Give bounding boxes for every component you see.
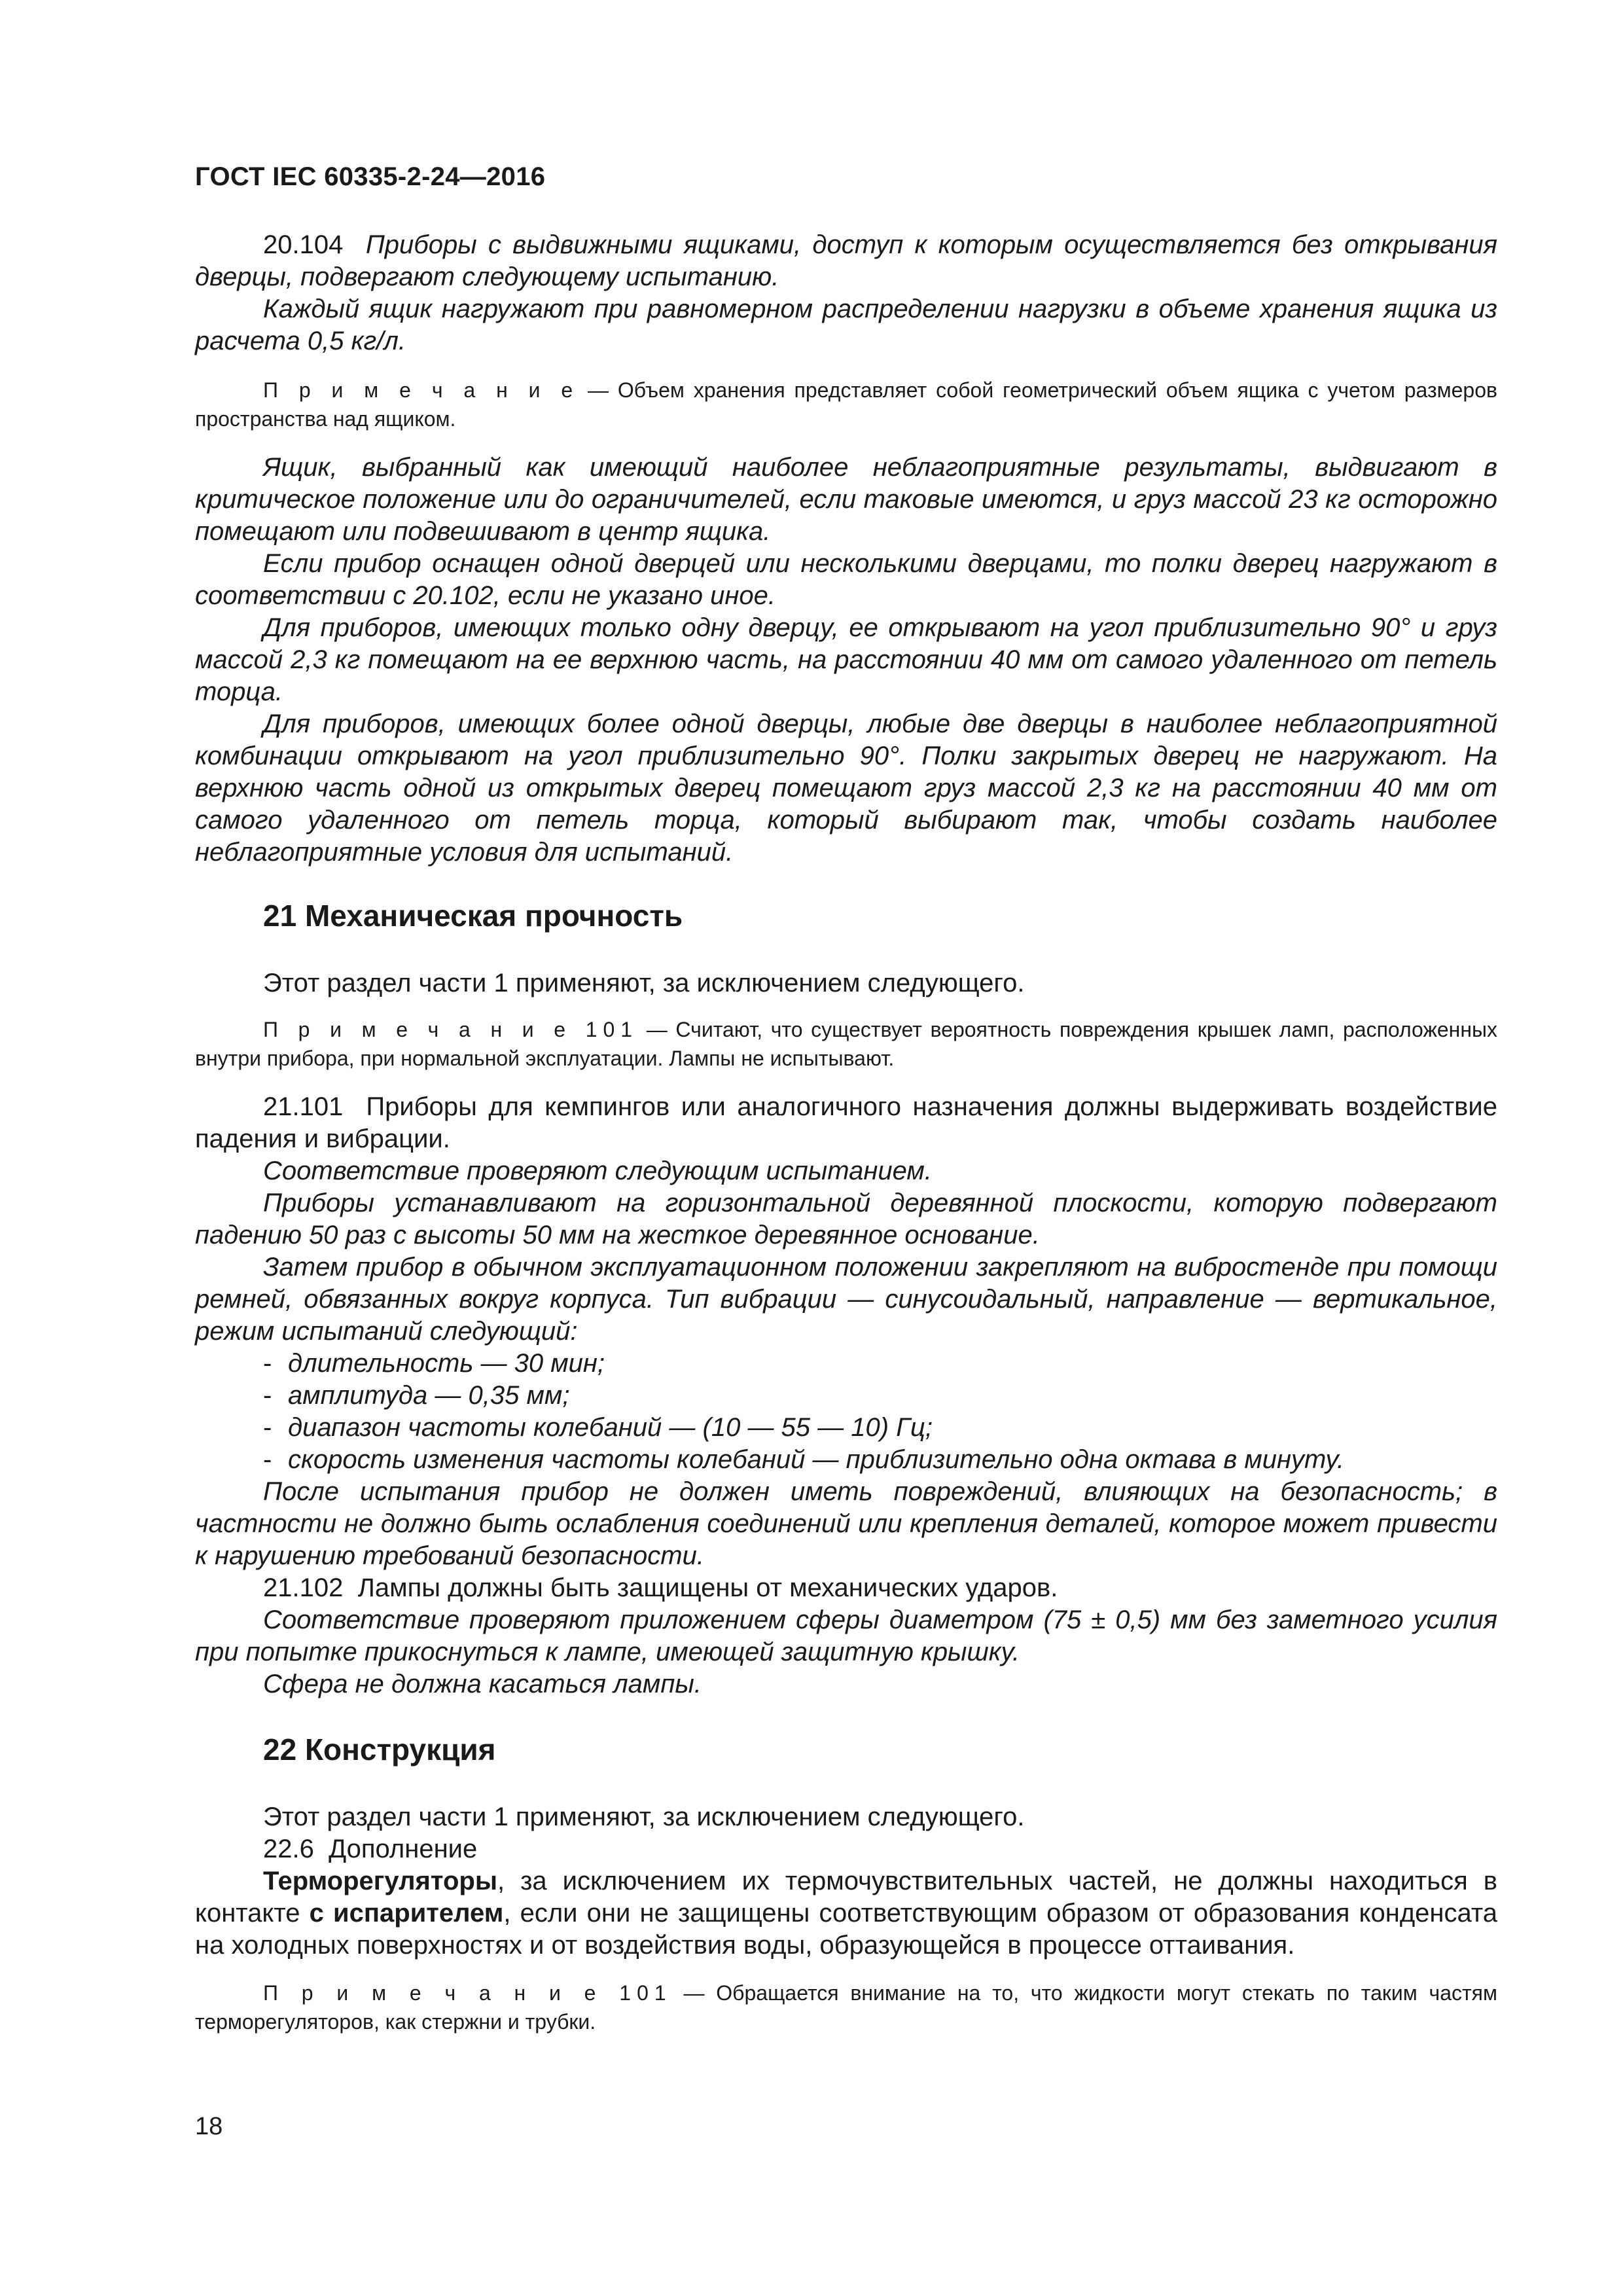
paragraph: Каждый ящик нагружают при равномерном распределении нагрузки в объеме хранения ящика из расчета 0,5 кг/л. xyxy=(195,295,1497,355)
paragraph: Ящик, выбранный как имеющий наиболее неблагоприятные результаты, выдвигают в критическое положение или до ограничителей, если таковые имеются, и груз массой 23 кг осторожно помещают или подвешивают в центр ящика. xyxy=(195,453,1497,546)
section-20-104 xyxy=(195,229,1497,869)
section-22-body xyxy=(195,1801,1497,2036)
list-dash: - xyxy=(263,1381,272,1410)
standard-header: ГОСТ IEC 60335-2-24—2016 xyxy=(195,162,546,191)
paragraph: Для приборов, имеющих более одной дверцы, любые две дверцы в наиболее неблагоприятной комбинации открывают на угол приблизительно 90°. Полки закрытых дверец не нагружают. На верхнюю часть одной из открытых дверец помещают груз массой 2,3 кг на расстоянии 40 мм от самого удаленного от петель торца, который выбирают так, чтобы создать наиболее неблагоприятные условия для испытаний. xyxy=(195,709,1497,867)
note-label: П р и м е ч а н и е 101 xyxy=(263,1981,672,2005)
list-dash: - xyxy=(263,1349,272,1378)
section-intro: Этот раздел части 1 применяют, за исключением следующего. xyxy=(263,969,1025,997)
note xyxy=(195,1979,1497,2036)
clause-number: 22.6 xyxy=(263,1835,314,1863)
paragraph-21-101 xyxy=(195,1091,1497,1155)
note-text: — Объем хранения представляет собой геометрический объем ящика с учетом размеров пространства над ящиком. xyxy=(195,378,1497,431)
section-heading: 21 Механическая прочность xyxy=(263,899,683,933)
section-intro: Этот раздел части 1 применяют, за исключением следующего. xyxy=(263,1803,1025,1831)
note-label: П р и м е ч а н и е 101 xyxy=(263,1018,639,1041)
note-label: П р и м е ч а н и е xyxy=(263,378,579,402)
list-item: - длительность — 30 мин; xyxy=(195,1348,1497,1380)
paragraph-20-104 xyxy=(195,229,1497,293)
section-21-body xyxy=(195,967,1497,1700)
note xyxy=(195,1015,1497,1073)
paragraph: Приборы устанавливают на горизонтальной деревянной плоскости, которую подвергают падению 50 раз с высоты 50 мм на жесткое деревянное основание. xyxy=(195,1189,1497,1249)
term-thermostats: Терморегуляторы xyxy=(263,1867,497,1895)
paragraph: Для приборов, имеющих только одну дверцу, ее открывают на угол приблизительно 90° и груз массой 2,3 кг помещают на ее верхнюю часть, на расстоянии 40 мм от самого удаленного от петель торца. xyxy=(195,613,1497,706)
paragraph: Соответствие проверяют приложением сферы диаметром (75 ± 0,5) мм без заметного усилия при попытке прикоснуться к лампе, имеющей защитную крышку. xyxy=(195,1605,1497,1666)
clause-text: Лампы должны быть защищены от механических ударов. xyxy=(357,1573,1058,1602)
section-heading: 22 Конструкция xyxy=(263,1732,496,1767)
paragraph: Терморегуляторы, за исключением их термочувствительных частей, не должны находиться в контакте с испарителем, если они не защищены соответствующим образом от образования конденсата на холодных поверхностях и от воздействия воды, образующейся в процессе оттаивания. xyxy=(195,1867,1498,1960)
clause-number: 20.104 xyxy=(263,230,344,259)
note xyxy=(195,376,1497,433)
paragraph: Затем прибор в обычном эксплуатационном положении закрепляют на вибростенде при помощи ремней, обвязанных вокруг корпуса. Тип вибрации — синусоидальный, направление — вертикальное, режим испытаний следующий: xyxy=(195,1253,1497,1346)
paragraph: Сфера не должна касаться лампы. xyxy=(263,1670,702,1698)
paragraph: Если прибор оснащен одной дверцей или несколькими дверцами, то полки дверец нагружают в соответствии с 20.102, если не указано иное. xyxy=(195,549,1497,610)
list-dash: - xyxy=(263,1413,272,1442)
clause-title: Дополнение xyxy=(329,1835,478,1863)
paragraph-21-102 xyxy=(195,1572,1497,1604)
clause-number: 21.102 xyxy=(263,1573,344,1602)
clause-number: 21.101 xyxy=(263,1092,344,1121)
clause-text: Приборы с выдвижными ящиками, доступ к которым осуществляется без открывания дверцы, подвергают следующему испытанию. xyxy=(195,230,1497,291)
page-number: 18 xyxy=(195,2113,223,2140)
paragraph: После испытания прибор не должен иметь повреждений, влияющих на безопасность; в частности не должно быть ослабления соединений или крепления деталей, которое может привести к нарушению требований безопасности. xyxy=(195,1477,1497,1570)
note-text: — Считают, что существует вероятность повреждения крышек ламп, расположенных внутри прибора, при нормальной эксплуатации. Лампы не испытывают. xyxy=(195,1018,1498,1070)
term-evaporator: с испарителем xyxy=(309,1899,504,1928)
list-item: - амплитуда — 0,35 мм; xyxy=(195,1380,1497,1412)
section-22 xyxy=(195,1732,1497,1767)
list-dash: - xyxy=(263,1445,272,1474)
list-item: - диапазон частоты колебаний — (10 — 55 — 10) Гц; xyxy=(195,1412,1497,1444)
list-item: - скорость изменения частоты колебаний — приблизительно одна октава в минуту. xyxy=(195,1444,1497,1476)
clause-text: Приборы для кемпингов или аналогичного назначения должны выдерживать воздействие падения и вибрации. xyxy=(195,1092,1497,1153)
section-21 xyxy=(195,898,1497,933)
paragraph: Соответствие проверяют следующим испытанием. xyxy=(263,1157,932,1185)
subclause-22-6 xyxy=(195,1833,1497,1865)
note-text: — Обращается внимание на то, что жидкости могут стекать по таким частям терморегуляторов, как стержни и трубки. xyxy=(195,1981,1498,2034)
